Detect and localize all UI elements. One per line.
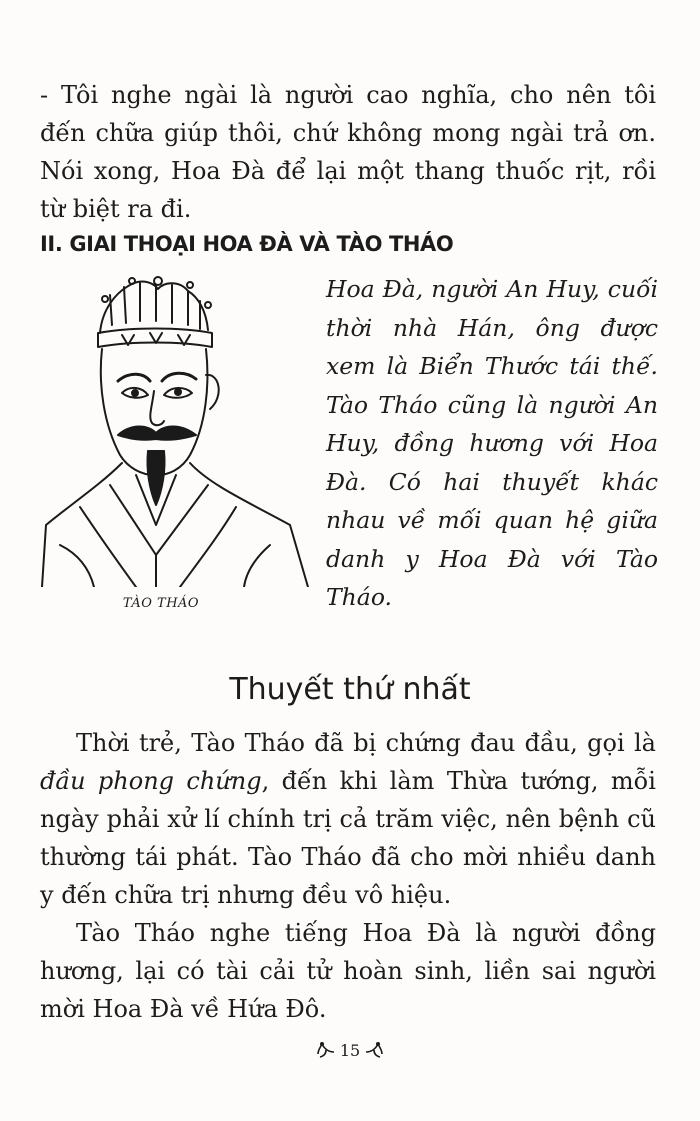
paragraph-2-emphasis: đầu phong chứng	[40, 767, 262, 795]
page-number: 15	[339, 1040, 361, 1060]
opening-paragraph: - Tôi nghe ngài là người cao nghĩa, cho nên tôi đến chữa giúp thôi, chứ không mong ngài trả ơn. Nói xong, Hoa Đà để lại một thang thuốc rịt, rồi từ biệt ra đi.	[40, 81, 656, 223]
ornament-right-icon	[364, 1040, 384, 1060]
paragraph-2-text-rest: , đến khi làm Thừa tướng, mỗi ngày phải xử lí chính trị cả trăm việc, nên bệnh cũ thường tái phát. Tào Tháo đã cho mời nhiều danh y đến chữa trị nhưng đều vô hiệu.	[40, 767, 656, 909]
intro-text: Hoa Đà, người An Huy, cuối thời nhà Hán, ông được xem là Biển Thước tái thế. Tào Tháo cũng là người An Huy, đồng hương với Hoa Đà. Có hai thuyết khác nhau về mối quan hệ giữa danh y Hoa Đà với Tào Tháo.	[326, 275, 658, 611]
paragraph-2	[40, 724, 656, 914]
paragraph-3: Tào Tháo nghe tiếng Hoa Đà là người đồng hương, lại có tài cải tử hoàn sinh, liền sai người mời Hoa Đà về Hứa Đô.	[40, 919, 656, 1023]
paragraph-2-text: Thời trẻ, Tào Tháo đã bị chứng đau đầu, gọi là	[76, 729, 656, 757]
subheading: Thuyết thứ nhất	[229, 672, 471, 707]
section-heading: II. GIAI THOẠI HOA ĐÀ VÀ TÀO THÁO	[40, 232, 454, 256]
portrait-caption: TÀO THÁO	[122, 596, 200, 611]
portrait-illustration	[40, 275, 310, 587]
ornament-left-icon	[316, 1040, 336, 1060]
page-footer	[0, 1040, 700, 1060]
